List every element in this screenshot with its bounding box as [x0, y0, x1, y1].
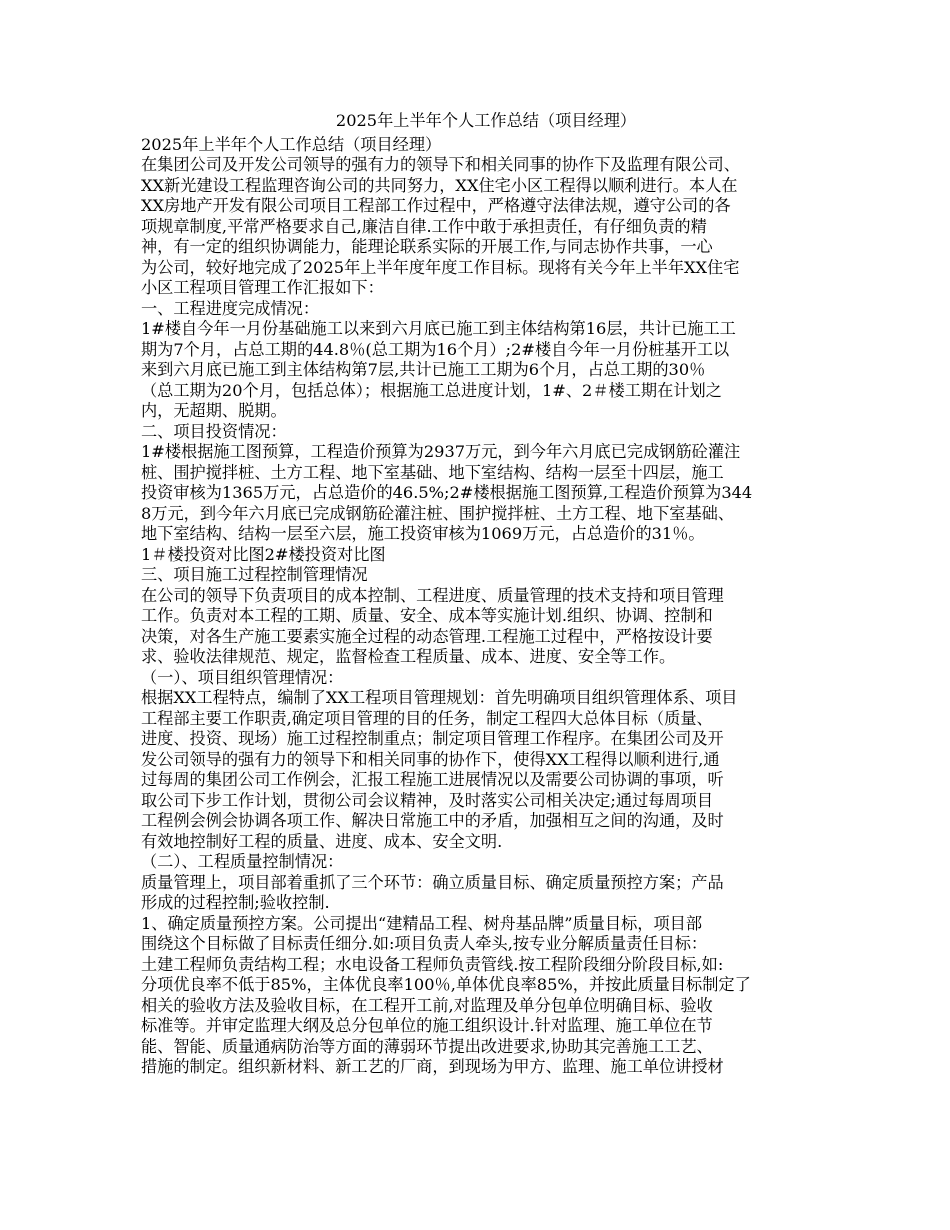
document-body	[141, 135, 831, 1078]
document-page	[141, 111, 831, 1078]
text-line: 发公司领导的强有力的领导下和相关同事的协作下，使得XX工程得以顺利进行,通	[141, 749, 720, 769]
text-line: （二）、工程质量控制情况：	[141, 852, 344, 871]
text-line: 项规章制度,平常严格要求自己,廉洁自律.工作中敢于承担责任，有仔细负责的精	[141, 216, 707, 236]
text-line: 工程部主要工作职责,确定项目管理的目的任务，制定工程四大总体目标（质量、	[141, 708, 713, 728]
document-title: 2025年上半年个人工作总结（项目经理）	[335, 111, 637, 130]
text-line: 神，有一定的组织协调能力，能理论联系实际的开展工作,与同志协作共事，一心	[141, 237, 713, 256]
text-line: 小区工程项目管理工作汇报如下：	[141, 278, 384, 297]
text-line: 来到六月底已施工到主体结构第7层,共计已施工工期为6个月，占总工期的30％	[141, 360, 706, 379]
text-line: 二、项目投资情况：	[141, 421, 287, 441]
text-line: 措施的制定。组织新材料、新工艺的厂商，到现场为甲方、监理、施工单位讲授材	[141, 1057, 724, 1076]
text-line: 相关的验收方法及验收目标，在工程开工前,对监理及单分包单位明确目标、验收	[141, 995, 713, 1015]
text-line: 形成的过程控制;验收控制.	[141, 893, 330, 912]
text-line: 1#楼根据施工图预算，工程造价预算为2937万元，到今年六月底已完成钢筋砼灌注	[141, 442, 741, 461]
text-line: 标准等。并审定监理大纲及总分包单位的施工组织设计.针对监理、施工单位在节	[141, 1016, 713, 1035]
text-line: 质量管理上，项目部着重抓了三个环节：确立质量目标、确定质量预控方案；产品	[141, 872, 724, 892]
text-line: 土建工程师负责结构工程；水电设备工程师负责管线.按工程阶段细分阶段目标,如:	[141, 954, 724, 974]
text-line: 8万元，到今年六月底已完成钢筋砼灌注桩、围护搅拌桩、土方工程、地下室基础、	[141, 503, 735, 523]
text-line: 有效地控制好工程的质量、进度、成本、安全文明.	[141, 831, 503, 851]
text-line: 2025年上半年个人工作总结（项目经理）	[141, 134, 442, 154]
text-line: 为公司，较好地完成了2025年上半年度年度工作目标。现将有关今年上半年XX住宅	[141, 257, 740, 277]
text-line: 工作。负责对本工程的工期、质量、安全、成本等实施计划.组织、协调、控制和	[141, 606, 713, 625]
text-line: 根据XX工程特点，编制了XX工程项目管理规划：首先明确项目组织管理体系、项目	[141, 688, 738, 707]
text-line: 内，无超期、脱期。	[141, 401, 287, 420]
text-line: （一）、项目组织管理情况：	[141, 667, 344, 687]
text-line: 1、确定质量预控方案。公司提出“建精品工程、树舟基品牌”质量目标，项目部	[141, 913, 703, 933]
text-line: 1#楼自今年一月份基础施工以来到六月底已施工到主体结构第16层，共计已施工工	[141, 319, 736, 338]
text-line: 决策，对各生产施工要素实施全过程的动态管理.工程施工过程中，严格按设计要	[141, 626, 713, 646]
text-line: 三、项目施工过程控制管理情况	[141, 565, 368, 584]
text-line: 围绕这个目标做了目标责任细分.如:项目负责人牵头,按专业分解质量责任目标：	[141, 934, 708, 953]
text-line: 投资审核为1365万元，占总造价的46.5%;2#楼根据施工图预算,工程造价预算为344	[141, 483, 753, 502]
text-line: 能、智能、质量通病防治等方面的薄弱环节提出改进要求,协助其完善施工工艺、	[141, 1036, 713, 1056]
text-line: 分项优良率不低于85%，主体优良率100％,单体优良率85%，并按此质量目标制定了	[141, 975, 751, 994]
text-line: 一、工程进度完成情况：	[141, 298, 320, 318]
text-line: XX新光建设工程监理咨询公司的共同努力，XX住宅小区工程得以顺利进行。本人在	[141, 175, 738, 195]
text-line: 在集团公司及开发公司领导的强有力的领导下和相关同事的协作下及监理有限公司、	[141, 155, 740, 174]
text-line: 过每周的集团公司工作例会，汇报工程施工进展情况以及需要公司协调的事项，听	[141, 770, 724, 789]
text-line: 地下室结构、结构一层至六层，施工投资审核为1069万元，占总造价的31％。	[141, 524, 705, 543]
text-line: 桩、围护搅拌桩、土方工程、地下室基础、地下室结构、结构一层至十四层，施工	[141, 462, 724, 482]
text-line: 工程例会例会协调各项工作、解决日常施工中的矛盾，加强相互之间的沟通，及时	[141, 811, 724, 830]
text-line: 求、验收法律规范、规定，监督检查工程质量、成本、进度、安全等工作。	[141, 647, 676, 666]
text-line: 在公司的领导下负责项目的成本控制、工程进度、质量管理的技术支持和项目管理	[141, 585, 724, 605]
text-line: 期为7个月，占总工期的44.8％(总工期为16个月）;2#楼自今年一月份桩基开工以	[141, 339, 730, 359]
text-line: XX房地产开发有限公司项目工程部工作过程中，严格遵守法律法规，遵守公司的各	[141, 196, 731, 215]
text-line: 进度、投资、现场）施工过程控制重点；制定项目管理工作程序。在集团公司及开	[141, 729, 724, 748]
text-line: （总工期为20个月，包括总体）；根据施工总进度计划，1#、2＃楼工期在计划之	[141, 380, 722, 400]
text-line: 1＃楼投资对比图2#楼投资对比图	[141, 544, 386, 564]
text-line: 取公司下步工作计划，贯彻公司会议精神，及时落实公司相关决定;通过每周项目	[141, 790, 714, 810]
